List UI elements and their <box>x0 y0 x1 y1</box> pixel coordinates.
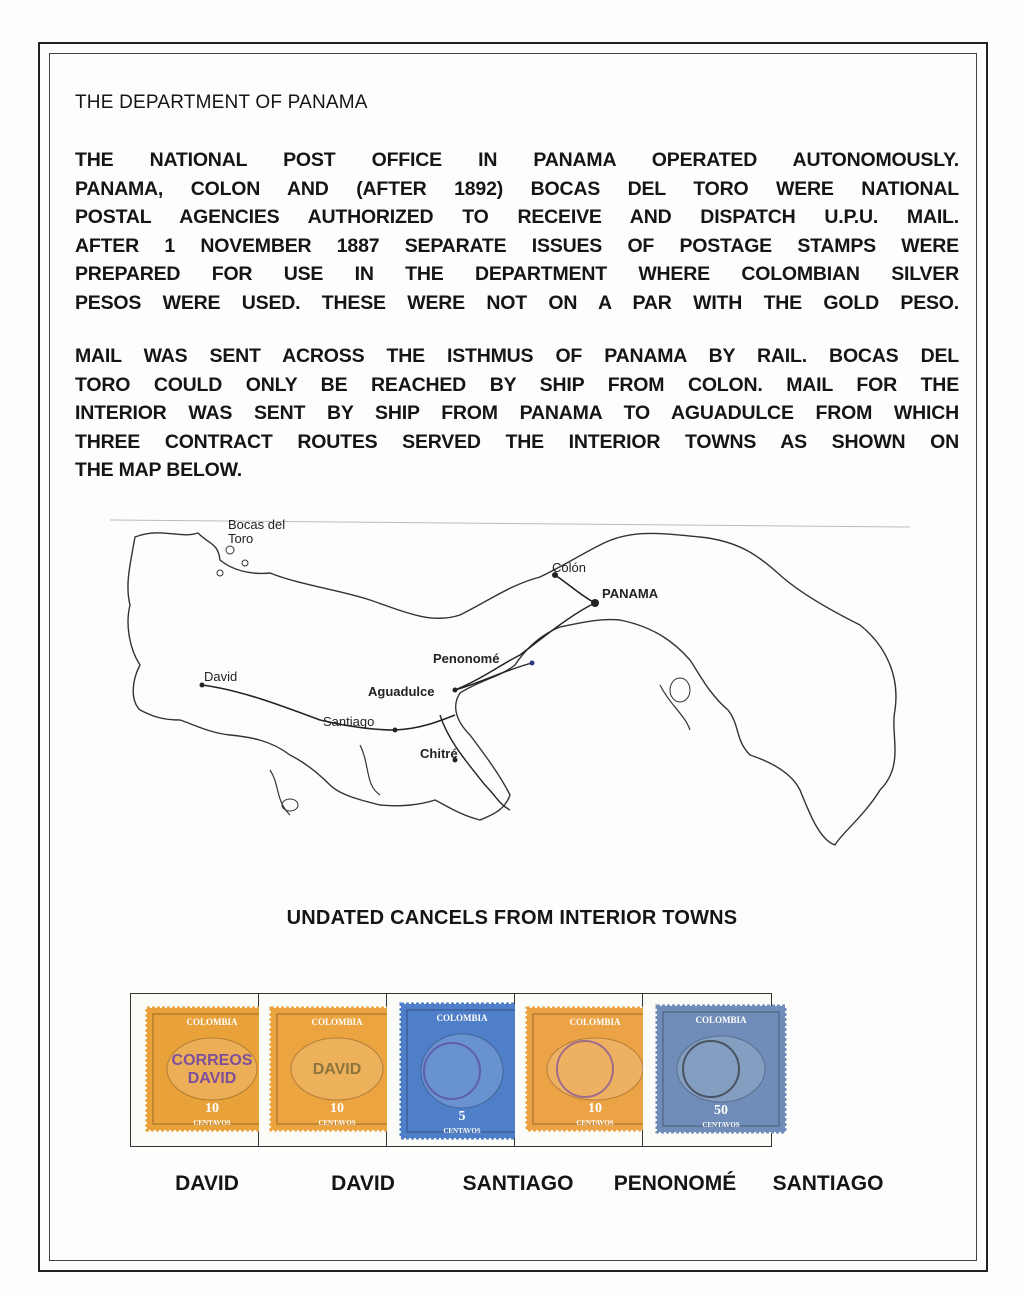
paragraph-line: AFTER 1 NOVEMBER 1887 SEPARATE ISSUES OF POSTAGE STAMPS WERE <box>75 234 959 257</box>
map-label-aguadulce: Aguadulce <box>368 684 435 699</box>
town-dot-panama <box>591 599 599 607</box>
paragraph-line: INTERIOR WAS SENT BY SHIP FROM PANAMA TO AGUADULCE FROM WHICH <box>75 402 959 424</box>
map-label-penonome: Penonomé <box>433 651 500 666</box>
stamp-caption: DAVID <box>175 1172 239 1195</box>
paragraph-line: POSTAL AGENCIES AUTHORIZED TO RECEIVE AND DISPATCH U.P.U. MAIL. <box>75 206 959 228</box>
stamp-value: 10 <box>205 1101 219 1116</box>
paragraph-mail-routes <box>75 342 959 485</box>
island <box>242 560 248 566</box>
map-label-panama: PANAMA <box>602 586 659 601</box>
paragraph-line: THE NATIONAL POST OFFICE IN PANAMA OPERATED AUTONOMOUSLY. <box>75 149 959 171</box>
panama-route-map <box>100 515 930 855</box>
map-label-toro: Toro <box>228 531 254 546</box>
stamp-top-text: COLOMBIA <box>695 1015 747 1025</box>
stamp-vignette <box>677 1036 765 1102</box>
town-dot-santiago <box>393 728 398 733</box>
stamp-caption: SANTIAGO <box>462 1172 574 1195</box>
stamp-cancel-text: DAVID <box>187 1070 237 1087</box>
rail-line <box>555 575 595 603</box>
island <box>670 678 690 702</box>
paragraph-line: THE MAP BELOW. <box>75 459 242 481</box>
ship-route <box>455 603 595 690</box>
paragraph-line: MAIL WAS SENT ACROSS THE ISTHMUS OF PANAMA BY RAIL. BOCAS DEL <box>75 345 959 367</box>
paragraph-line: TORO COULD ONLY BE REACHED BY SHIP FROM COLON. MAIL FOR THE <box>75 373 959 396</box>
map-label-santiago: Santiago <box>323 714 375 729</box>
stamp-cancel-text: CORREOS <box>171 1052 253 1069</box>
paragraph-line: PREPARED FOR USE IN THE DEPARTMENT WHERE COLOMBIAN SILVER <box>75 263 959 285</box>
stamp-value: 5 <box>458 1109 466 1124</box>
paragraph-line: PANAMA, COLON AND (AFTER 1892) BOCAS DEL TORO WERE NATIONAL <box>75 177 959 200</box>
stamp-cell <box>643 994 771 1146</box>
stamp-top-text: COLOMBIA <box>436 1013 488 1023</box>
page-heading: THE DEPARTMENT OF PANAMA <box>75 92 368 113</box>
town-dot-aguadulce <box>453 688 458 693</box>
stamp-cell <box>515 994 643 1146</box>
stamp-caption: SANTIAGO <box>772 1172 884 1195</box>
stamp-santiago-2 <box>643 994 804 1146</box>
map-label-chitre: Chitré <box>420 746 458 761</box>
map-svg <box>100 515 930 855</box>
stamp-bottom-text: CENTAVOS <box>576 1119 614 1127</box>
map-label-david: David <box>204 669 238 684</box>
stamp-bottom-text: CENTAVOS <box>193 1119 231 1127</box>
island <box>226 546 234 554</box>
stamp-cell <box>131 994 259 1146</box>
island <box>217 570 223 576</box>
contract-route-chitre <box>440 715 510 810</box>
contract-route-penonome <box>455 663 532 690</box>
paragraph-line: THREE CONTRACT ROUTES SERVED THE INTERIOR TOWNS AS SHOWN ON <box>75 430 959 453</box>
coastline-detail <box>270 685 690 815</box>
stamp-top-text: COLOMBIA <box>186 1017 238 1027</box>
stamp-cell <box>259 994 387 1146</box>
stamp-top-text: COLOMBIA <box>569 1017 621 1027</box>
stamp-value: 10 <box>330 1101 345 1116</box>
isthmus-outline <box>128 533 896 845</box>
stamp-row <box>130 993 772 1147</box>
stamp-top-text: COLOMBIA <box>311 1017 363 1027</box>
paragraph-postal-agencies <box>75 146 959 317</box>
stamp-bottom-text: CENTAVOS <box>702 1121 740 1129</box>
map-label-bocas: Bocas del <box>228 517 286 532</box>
paragraph-line: PESOS WERE USED. THESE WERE NOT ON A PAR WITH THE GOLD PESO. <box>75 291 959 314</box>
stamp-bottom-text: CENTAVOS <box>443 1127 481 1135</box>
stamp-vignette <box>547 1038 643 1100</box>
stamp-vignette <box>167 1038 257 1100</box>
stamp-bottom-text: CENTAVOS <box>318 1119 356 1127</box>
town-dot-penonome <box>530 661 535 666</box>
stamp-cell <box>387 994 515 1146</box>
stamp-value: 50 <box>714 1103 729 1118</box>
stamp-cancel-text: DAVID <box>312 1061 362 1078</box>
island <box>282 799 298 811</box>
section-title-cancels: UNDATED CANCELS FROM INTERIOR TOWNS <box>286 907 738 929</box>
map-label-colon: Colón <box>552 560 586 575</box>
stamp-caption: PENONOMÉ <box>613 1172 737 1195</box>
stamp-caption: DAVID <box>331 1172 395 1195</box>
stamp-value: 10 <box>588 1101 603 1116</box>
